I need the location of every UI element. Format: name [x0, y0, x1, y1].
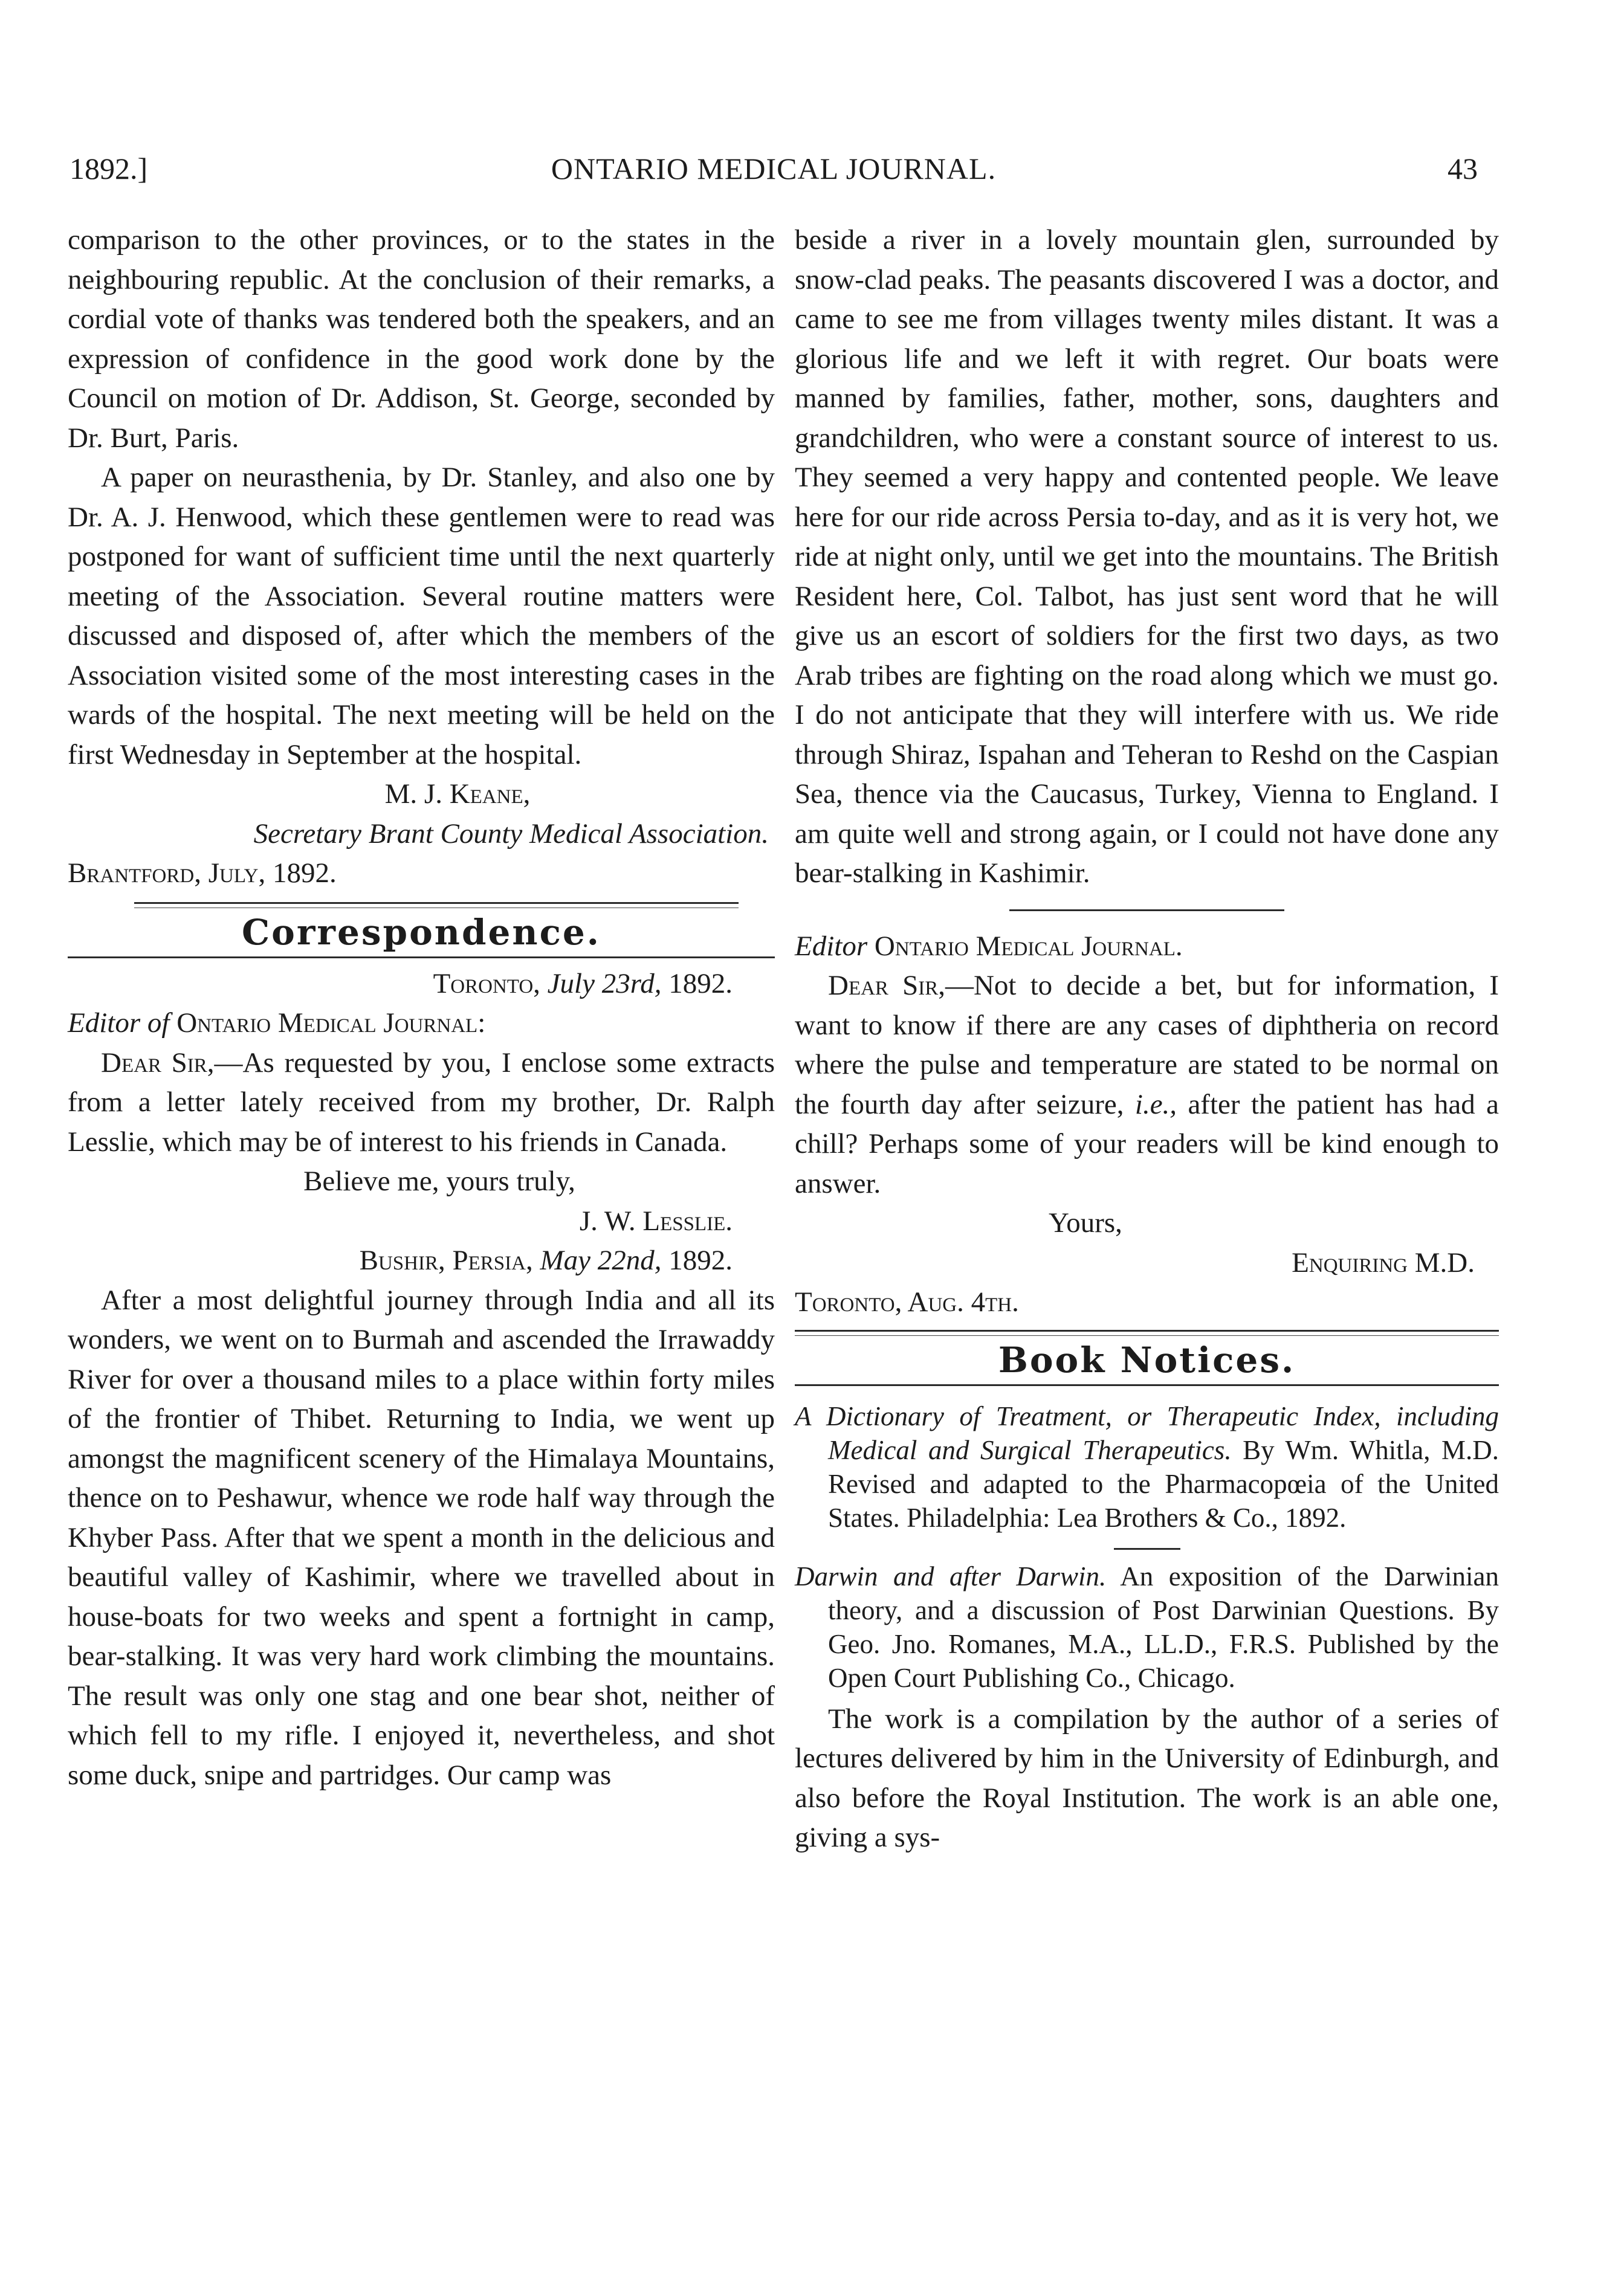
- letter2-to-prefix: Editor: [795, 930, 868, 962]
- place-date: Brantford, July, 1892.: [68, 857, 337, 889]
- extract-paragraph: After a most delightful journey through India and all its wonders, we went on to Burmah and ascended the Irrawaddy River for over a thousand miles to a place within forty miles of the frontier of Thibet. Returning to India, we went up amongst the magnificent scenery of the Himalaya Mountains, thence on to Peshawur, whence we rode half way through the Khyber Pass. After that we spent a month in the delicious and beautiful valley of Kashimir, where we travelled about in house-boats for two weeks and spent a fortnight in camp, bear-stalking. It was very hard work climbing the mountains. The result was only one stag and one bear shot, neither of which fell to my rifle. I enjoyed it, nevertheless, and shot some duck, snipe and partridges. Our camp was: [68, 1284, 775, 1791]
- extract-place: Bushir, Persia,: [359, 1245, 533, 1276]
- extract-continued: beside a river in a lovely mountain glen, surrounded by snow-clad peaks. The peasants discovered I was a doctor, and came to see me from villages twenty miles distant. It was a glorious life and we left it with regret. Our boats were manned by families, father, mother, sons, daughters and grandchildren, who were a constant source of interest to us. They seemed a very happy and contented people. We leave here for our ride across Persia to-day, and as it is very hot, we ride at night only, until we get into the mountains. The British Resident here, Col. Talbot, has just sent word that he will give us an escort of soldiers for the first two days, as two Arab tribes are fighting on the road along which we must go. I do not anticipate that they will interfere with us. We ride through Shiraz, Ispahan and Teheran to Reshd on the Caspian Sea, thence via the Caucasus, Turkey, Vienna to England. I am quite well and strong again, or I could not have done any bear-stalking in Kashimir.: [795, 224, 1499, 889]
- letter2-to-journal: Ontario Medical Journal.: [874, 930, 1183, 962]
- salutation: Dear Sir,: [828, 970, 945, 1001]
- section-heading: Correspondence.: [242, 911, 601, 953]
- signature-title: Secretary Brant County Medical Association.: [253, 817, 769, 850]
- letter-paragraph: [68, 1043, 775, 1163]
- book-details: By Wm. Whitla, M.D. Revised and adapted to the Pharmacopœia of the United States. Philadelphia: Lea Brothers & Co., 1892.: [828, 1434, 1499, 1533]
- paragraph: comparison to the other provinces, or to the states in the neighbouring republic. At the conclusion of their remarks, a cordial vote of thanks was tendered both the speakers, and an expression of confidence in the good work done by the Council on motion of Dr. Addison, St. George, seconded by Dr. Burt, Paris.: [68, 224, 775, 454]
- letter-body: —As requested by you, I enclose some extracts from a letter lately received from my brother, Dr. Ralph Lesslie, which may be of interest to his friends in Canada.: [68, 1046, 775, 1158]
- letter2-body-end: after the patient has had a chill? Perhaps some of your readers will be kind enough to answer.: [795, 1088, 1499, 1199]
- letter-city: Toronto,: [433, 967, 540, 999]
- book-title: Darwin and after Darwin.: [795, 1561, 1107, 1591]
- letter2-ie: i.e.,: [1134, 1088, 1177, 1120]
- paragraph: A paper on neurasthenia, by Dr. Stanley, and also one by Dr. A. J. Henwood, which these gentlemen were to read was postponed for want of sufficient time until the next quarterly meeting of the Association. Several routine matters were discussed and disposed of, after which the members of the Association visited some of the most interesting cases in the wards of the hospital. The next meeting will be held on the first Wednesday in September at the hospital.: [68, 462, 775, 770]
- left-column: [68, 221, 775, 1795]
- letter2-signer: Enquiring M.D.: [1292, 1246, 1475, 1279]
- letter-signer: J. W. Lesslie.: [579, 1205, 733, 1237]
- review-paragraph: The work is a compilation by the author of a series of lectures delivered by him in the University of Edinburgh, and also before the Royal Institution. The work is an able one, giving a sys-: [795, 1703, 1499, 1853]
- divider: [1114, 1548, 1180, 1550]
- book-entry: [795, 1399, 1499, 1535]
- section-divider: [134, 902, 739, 908]
- section-divider: [68, 956, 775, 958]
- letter2-place-date: Toronto, Aug. 4th.: [795, 1286, 1019, 1318]
- extract-year: 1892.: [668, 1245, 733, 1276]
- letter2-paragraph: [795, 966, 1499, 1204]
- book-title: A Dictionary of Treatment, or Therapeutic Index, including Medical and Surgical Therapeutics.: [795, 1401, 1499, 1465]
- journal-title: ONTARIO MEDICAL JOURNAL.: [551, 152, 997, 185]
- letter-year: 1892.: [668, 967, 733, 999]
- salutation: Dear Sir,: [101, 1046, 215, 1079]
- letter2-body: —Not to decide a bet, but for information, I want to know if there are any cases of diphtheria on record where the pulse and temperature are stated to be normal on the fourth day after seizure,: [795, 970, 1499, 1120]
- extract-day: May 22nd,: [540, 1245, 662, 1276]
- book-entry: [795, 1559, 1499, 1695]
- section-divider: [795, 1330, 1499, 1336]
- letter-to-prefix: Editor of: [68, 1007, 170, 1039]
- letter-day: July 23rd,: [547, 967, 662, 999]
- book-details: An exposition of the Darwinian theory, and a discussion of Post Darwinian Questions. By Geo. Jno. Romanes, M.A., LL.D., F.R.S. Published by the Open Court Publishing Co., Chicago.: [828, 1561, 1499, 1693]
- divider: [1009, 909, 1284, 911]
- section-divider: [795, 1384, 1499, 1386]
- letter-close: Believe me, yours truly,: [303, 1166, 575, 1197]
- letter-to-journal: Ontario Medical Journal:: [176, 1007, 486, 1039]
- page-number: 43: [1448, 152, 1478, 185]
- section-heading: Book Notices.: [998, 1339, 1296, 1381]
- right-column: [795, 221, 1499, 1858]
- page-header: [70, 151, 1478, 193]
- signature-name: M. J. Keane,: [384, 778, 531, 810]
- letter2-close: Yours,: [1049, 1207, 1122, 1239]
- header-year: 1892.]: [70, 152, 148, 185]
